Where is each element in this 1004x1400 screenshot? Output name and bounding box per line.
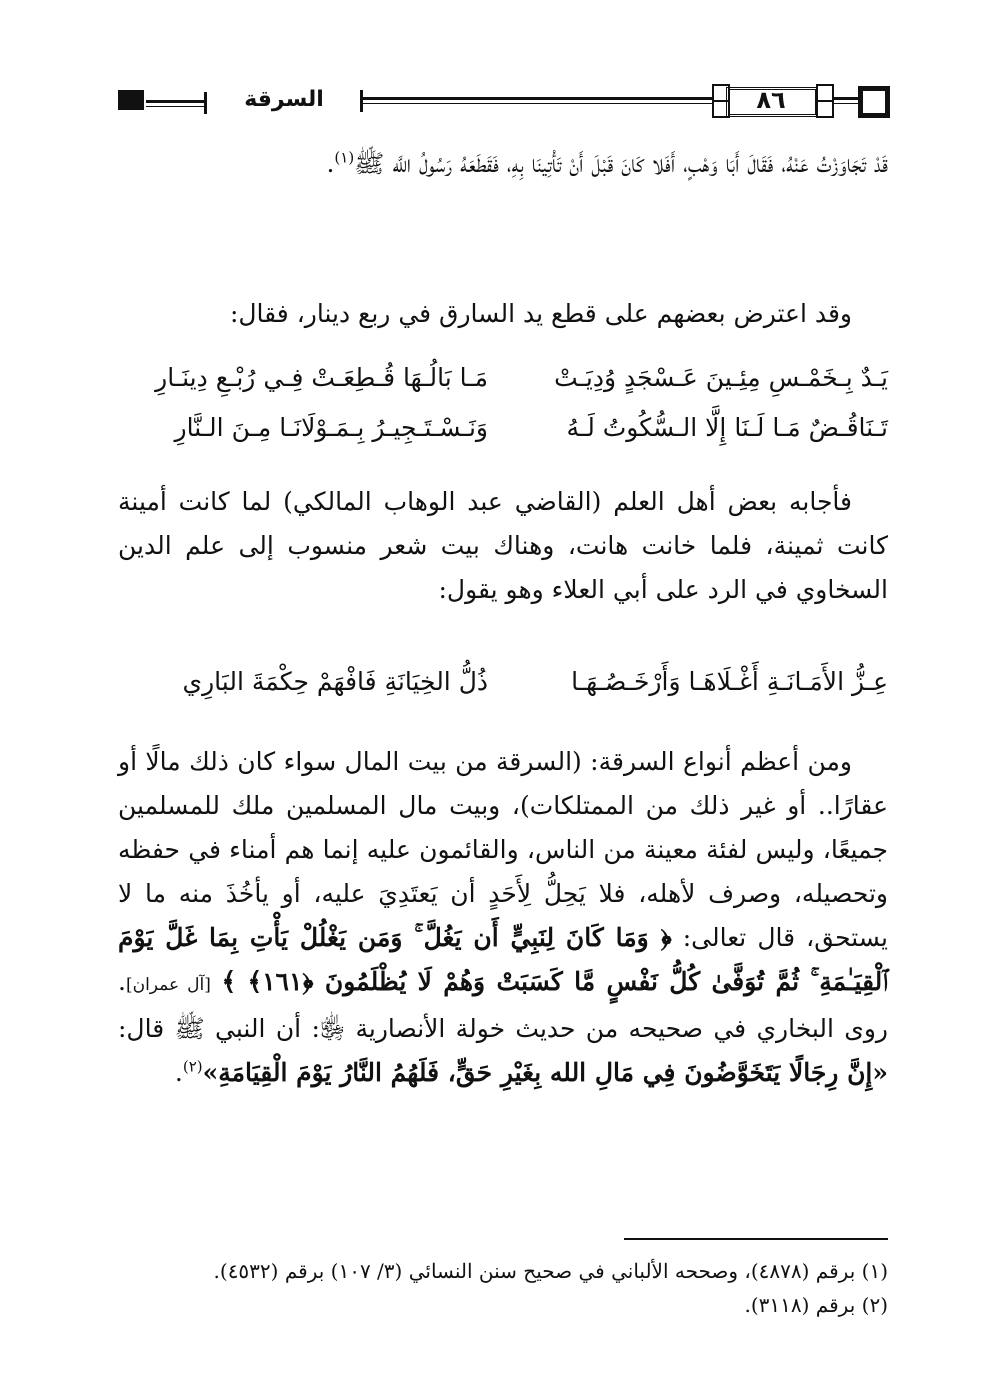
paragraph-2-text: وقد اعترض بعضهم على قطع يد السارق في ربع دينار، فقال: xyxy=(229,299,852,328)
chapter-title-box xyxy=(208,84,360,118)
poem-2-second-hemistich: ذُلُّ الخِيَانَةِ فَافْهَمْ حِكْمَةَ البَارِي xyxy=(182,667,488,696)
header-ornament-left xyxy=(118,90,144,110)
poem-1-line-1 xyxy=(118,356,888,400)
header-rule xyxy=(360,90,363,112)
paragraph-4-end: . xyxy=(174,1058,183,1087)
quran-verse: ﴿ وَمَا كَانَ لِنَبِيٍّ أَن يَغُلَّ ۚ وَمَن يَغْلُلْ يَأْتِ بِمَا غَلَّ يَوْمَ ٱلْقِيَـٰمَةِ ۚ ثُمَّ تُوَفَّىٰ كُلُّ نَفْسٍ مَّا كَسَبَتْ وَهُمْ لَا يُظْلَمُونَ ﴿١٦١﴾ ﴾ xyxy=(118,923,888,996)
header-rule xyxy=(834,97,860,100)
header-rule xyxy=(834,103,860,104)
paragraph-4-intro: ومن أعظم أنواع السرقة: (السرقة من بيت المال سواء كان ذلك مالًا أو عقارًا.. أو غير ذلك من الممتلكات)، وبيت مال المسلمين ملك للمسلمين جميعًا، وليس لفئة معينة من الناس، والقائمون عليه إنما هم أمناء في حفظه وتحصيله، وصرف لأهله، فلا يَحِلُّ لِأَحَدٍ أن يَعتَدِيَ عليه، أو يأخُذَ منه ما لا يستحق، قال تعالى: xyxy=(118,747,889,952)
header-ornament-right xyxy=(858,86,890,118)
footnotes xyxy=(118,1254,888,1322)
frame-knot-ornament xyxy=(816,100,834,118)
paragraph-4 xyxy=(118,740,888,1095)
hadith-quote: «إِنَّ رِجَالًا يَتَخَوَّضُونَ فِي مَالِ الله بِغَيْرِ حَقٍّ، فَلَهُمُ النَّارُ يَوْمَ الْقِيَامَةِ» xyxy=(202,1058,888,1087)
footnote-1: (١) برقم (٤٨٧٨)، وصححه الألباني في صحيح سنن النسائي (٣/ ١٠٧) برقم (٤٥٣٢). xyxy=(213,1259,888,1283)
header-rule xyxy=(146,106,206,107)
page-header xyxy=(112,82,892,128)
chapter-title: السرقة xyxy=(244,87,324,112)
quran-verse-reference: [آل عمران] xyxy=(125,975,211,995)
poem-1-line-1-second-hemistich: مَـا بَالُـهَا قُـطِعَـتْ فِـي رُبْـعِ دِينَـارِ xyxy=(155,363,488,392)
paragraph-1-end: . xyxy=(326,149,335,178)
paragraph-2 xyxy=(118,292,888,336)
header-rule xyxy=(146,100,206,103)
paragraph-3-text: فأجابه بعض أهل العلم (القاضي عبد الوهاب المالكي) لما كانت أمينة كانت ثمينة، فلما خانت هانت، وهناك بيت شعر منسوب إلى علم الدين السخاوي في الرد على أبي العلاء وهو يقول: xyxy=(118,487,888,604)
paragraph-3 xyxy=(118,480,888,612)
poem-1-line-2 xyxy=(118,406,888,450)
paragraph-1 xyxy=(118,142,888,186)
poem-1-line-1-first-hemistich: يَـدٌ بِـخَمْـسِ مِئِـينَ عَـسْجَدٍ وُدِيَـتْ xyxy=(554,363,888,392)
page-number: ٨٦ xyxy=(756,86,786,114)
poem-2-first-hemistich: عِـزُّ الأَمَـانَـةِ أَغْـلَاهَـا وَأَرْخَـصُـهَـا xyxy=(571,667,888,696)
poem-1-line-2-second-hemistich: وَنَـسْـتَـجِيـرُ بِـمَـوْلَانَـا مِـنَ الـنَّارِ xyxy=(174,413,488,442)
footnote-2: (٢) برقم (٣١١٨). xyxy=(744,1293,888,1317)
header-rule xyxy=(360,103,712,104)
footnote-separator xyxy=(624,1238,888,1240)
poem-1-line-2-first-hemistich: تَـنَاقُـضٌ مَـا لَـنَا إِلَّا الـسُّكُوتُ لَـهُ xyxy=(566,413,888,442)
poem-2-line xyxy=(118,660,888,704)
paragraph-1-text: قَدْ تَجَاوَزْتُ عَنْهُ، فَقَالَ أَبَا وَهْبٍ، أَفَلا كَانَ قَبْلَ أَنْ تَأْتِينَا بِهِ، فَقَطَعَهُ رَسُولُ اللَّه ﷺ xyxy=(354,149,888,178)
page-number-frame xyxy=(710,84,836,118)
paragraph-4-middle: . روى البخاري في صحيحه من حديث خولة الأنصارية ﵂: أن النبي ﷺ قال: xyxy=(118,967,888,1043)
header-rule xyxy=(204,92,207,114)
footnote-ref-1: (١) xyxy=(334,148,355,167)
header-rule xyxy=(360,97,712,100)
footnote-ref-2: (٢) xyxy=(182,1057,203,1076)
